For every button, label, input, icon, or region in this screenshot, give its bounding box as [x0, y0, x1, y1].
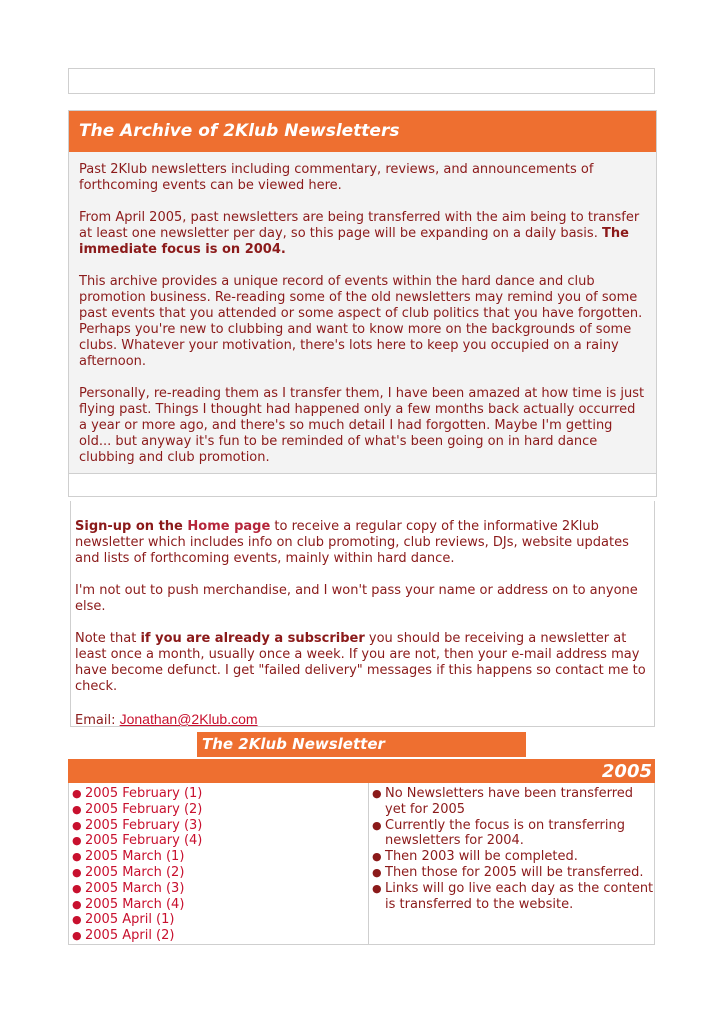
bullet-icon: ● [372, 818, 382, 832]
note-item [372, 881, 654, 913]
note-item [372, 786, 654, 818]
signup-lead-rest: to receive a regular copy of the informative 2Klub newsletter which includes info on club promoting, club reviews, DJs, website updates and lists of forthcoming events, mainly within hard dance. [75, 519, 629, 566]
bullet-icon: ● [72, 802, 82, 816]
bullet-icon: ● [72, 929, 82, 943]
list-item [72, 818, 368, 834]
newsletter-link[interactable]: 2005 March (2) [85, 864, 185, 880]
bullet-icon: ● [372, 787, 382, 800]
bullet-icon: ● [72, 865, 82, 879]
signup-note-pre: Note that [75, 631, 141, 646]
note-text: No Newsletters have been transferred yet for 2005 [385, 786, 634, 817]
archive-paragraph-2-text: From April 2005, past newsletters are being transferred with the aim being to transfer at least one newsletter per day, so this page will be expanding on a daily basis. [79, 210, 640, 241]
archive-panel [68, 110, 657, 497]
list-item [72, 928, 368, 944]
archive-focus-note: The immediate focus is on 2004. [79, 226, 629, 257]
note-text: Then those for 2005 will be transferred. [385, 864, 644, 880]
list-item [72, 833, 368, 849]
home-page-link[interactable]: Home page [187, 519, 271, 534]
list-item [72, 881, 368, 897]
bullet-icon: ● [72, 897, 82, 911]
signup-panel [70, 501, 655, 727]
signup-lead: Sign-up on the [75, 519, 188, 534]
signup-subscriber-note: if you are already a subscriber [140, 631, 365, 646]
bullet-icon: ● [72, 850, 82, 864]
bullet-icon: ● [372, 865, 382, 879]
archive-paragraph-3: This archive provides a unique record of events within the hard dance and club promotion business. Re-reading some of the old newsletters may remind you of some past events that you attended or some aspect of club politics that you have forgotten. Perhaps you're new to clubbing and want to know more on the backgrounds of some clubs. Whatever your motivation, there's lots here to keep you occupied on a rainy afternoon. [79, 274, 643, 369]
note-item [372, 818, 654, 850]
newsletter-link[interactable]: 2005 March (4) [85, 896, 185, 912]
newsletter-list [69, 783, 369, 944]
bullet-icon: ● [72, 881, 82, 895]
archive-footer [69, 473, 656, 496]
bullet-icon: ● [372, 881, 382, 895]
list-item [72, 897, 368, 913]
archive-paragraph-4: Personally, re-reading them as I transfer them, I have been amazed at how time is just flying past. Things I thought had happened only a few months back actually occurred a year or more ago, and there's so much detail I had forgotten. Maybe I'm getting old... but anyway it's fun to be reminded of what's been going on in hard dance clubbing and club promotion. [79, 386, 645, 465]
archive-paragraph-1: Past 2Klub newsletters including commentary, reviews, and announcements of forthcoming events can be viewed here. [79, 162, 594, 193]
newsletter-link[interactable]: 2005 March (3) [85, 880, 185, 896]
bullet-icon: ● [72, 787, 82, 800]
bullet-icon: ● [72, 818, 82, 832]
list-item [72, 865, 368, 881]
note-item [372, 865, 654, 881]
signup-paragraph-2: I'm not out to push merchandise, and I won't pass your name or address on to anyone else. [75, 583, 638, 614]
note-item [372, 849, 654, 865]
top-empty-box [68, 68, 655, 94]
signup-note-rest: you should be receiving a newsletter at least once a month, usually once a week. If you are not, then your e-mail address may have become defunct. I get "failed delivery" messages if this happens so contact me to check. [75, 631, 646, 694]
newsletter-title: The 2Klub Newsletter [197, 732, 526, 757]
signup-email-line [75, 711, 650, 729]
list-item [72, 912, 368, 928]
newsletter-link[interactable]: 2005 February (1) [85, 786, 203, 801]
note-text: Links will go live each day as the content is transferred to the website. [385, 880, 654, 912]
archive-paragraph-2 [79, 210, 646, 258]
signup-paragraph-3 [75, 631, 650, 695]
year-heading: 2005 [68, 759, 655, 783]
list-item [72, 849, 368, 865]
newsletter-link[interactable]: 2005 March (1) [85, 849, 185, 865]
newsletter-link[interactable]: 2005 April (1) [85, 912, 175, 928]
list-item [72, 786, 368, 802]
signup-paragraph-1 [75, 519, 650, 567]
bullet-icon: ● [372, 850, 382, 864]
email-link[interactable]: Jonathan@2Klub.com [119, 711, 258, 727]
newsletter-notes [369, 783, 654, 944]
newsletter-link[interactable]: 2005 February (3) [85, 817, 203, 833]
list-item [72, 802, 368, 818]
bullet-icon: ● [72, 834, 82, 848]
newsletter-link[interactable]: 2005 February (2) [85, 801, 203, 817]
note-text: Then 2003 will be completed. [385, 849, 578, 865]
email-label: Email: [75, 713, 120, 728]
archive-body [69, 152, 656, 466]
newsletter-link[interactable]: 2005 February (4) [85, 833, 203, 849]
archive-title: The Archive of 2Klub Newsletters [69, 111, 656, 152]
note-text: Currently the focus is on transferring newsletters for 2004. [385, 817, 625, 849]
bullet-icon: ● [72, 913, 82, 927]
newsletter-list-box [68, 783, 655, 945]
newsletter-link[interactable]: 2005 April (2) [85, 928, 175, 944]
